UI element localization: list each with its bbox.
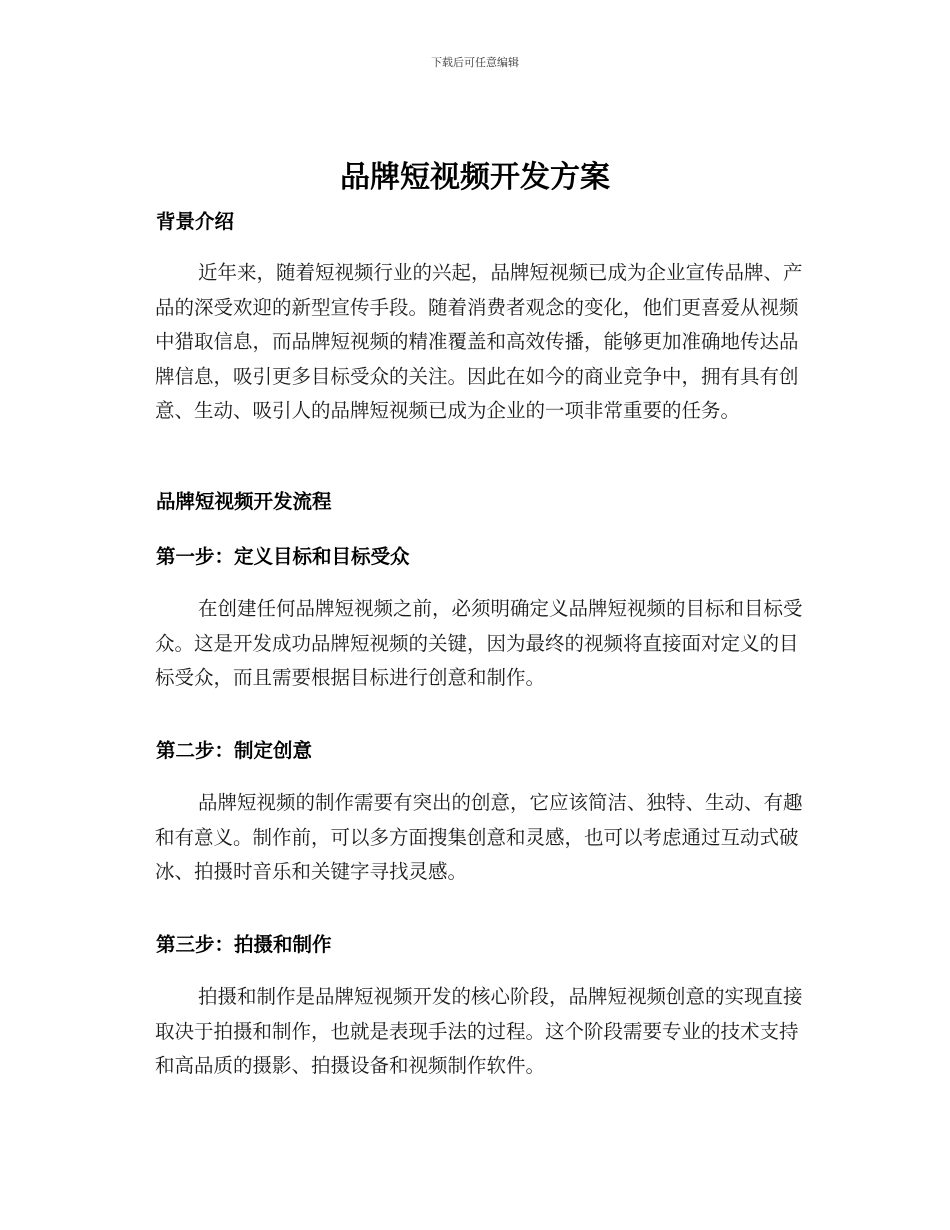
paragraph-line: 品牌短视频的制作需要有突出的创意，它应该简洁、独特、生动、有趣: [198, 791, 803, 814]
section-heading-step-3: 第三步：拍摄和制作: [156, 933, 332, 956]
paragraph-step-3: [113, 980, 838, 1084]
section-heading-step-2: 第二步：制定创意: [156, 739, 313, 762]
paragraph-step-2: [113, 786, 838, 890]
section-heading-background: 背景介绍: [156, 210, 235, 233]
section-heading-step-1: 第一步：定义目标和目标受众: [156, 545, 410, 568]
paragraph-line: 品的深受欢迎的新型宣传手段。随着消费者观念的变化，他们更喜爱从视频: [155, 295, 799, 319]
paragraph-line: 取决于拍摄和制作，也就是表现手法的过程。这个阶段需要专业的技术支持: [155, 1019, 799, 1043]
section-heading-process: 品牌短视频开发流程: [156, 490, 332, 513]
paragraph-line: 标受众，而且需要根据目标进行创意和制作。: [155, 666, 546, 689]
paragraph-background: [113, 256, 838, 429]
paragraph-line: 牌信息，吸引更多目标受众的关注。因此在如今的商业竞争中，拥有具有创: [155, 364, 799, 388]
paragraph-line: 和有意义。制作前，可以多方面搜集创意和灵感，也可以考虑通过互动式破: [155, 825, 799, 849]
paragraph-line: 冰、拍摄时音乐和关键字寻找灵感。: [155, 860, 468, 883]
paragraph-line: 在创建任何品牌短视频之前，必须明确定义品牌短视频的目标和目标受: [198, 597, 803, 620]
page-header: 下载后可任意编辑: [431, 56, 519, 69]
paragraph-line: 拍摄和制作是品牌短视频开发的核心阶段，品牌短视频创意的实现直接: [198, 985, 803, 1008]
paragraph-line: 近年来，随着短视频行业的兴起，品牌短视频已成为企业宣传品牌、产: [198, 261, 803, 284]
paragraph-step-1: [113, 592, 838, 696]
paragraph-line: 中猎取信息，而品牌短视频的精准覆盖和高效传播，能够更加准确地传达品: [155, 330, 799, 353]
paragraph-line: 众。这是开发成功品牌短视频的关键，因为最终的视频将直接面对定义的目: [155, 631, 799, 655]
paragraph-line: 意、生动、吸引人的品牌短视频已成为企业的一项非常重要的任务。: [155, 399, 741, 422]
paragraph-line: 和高品质的摄影、拍摄设备和视频制作软件。: [155, 1054, 546, 1077]
document-title: 品牌短视频开发方案: [340, 160, 610, 195]
